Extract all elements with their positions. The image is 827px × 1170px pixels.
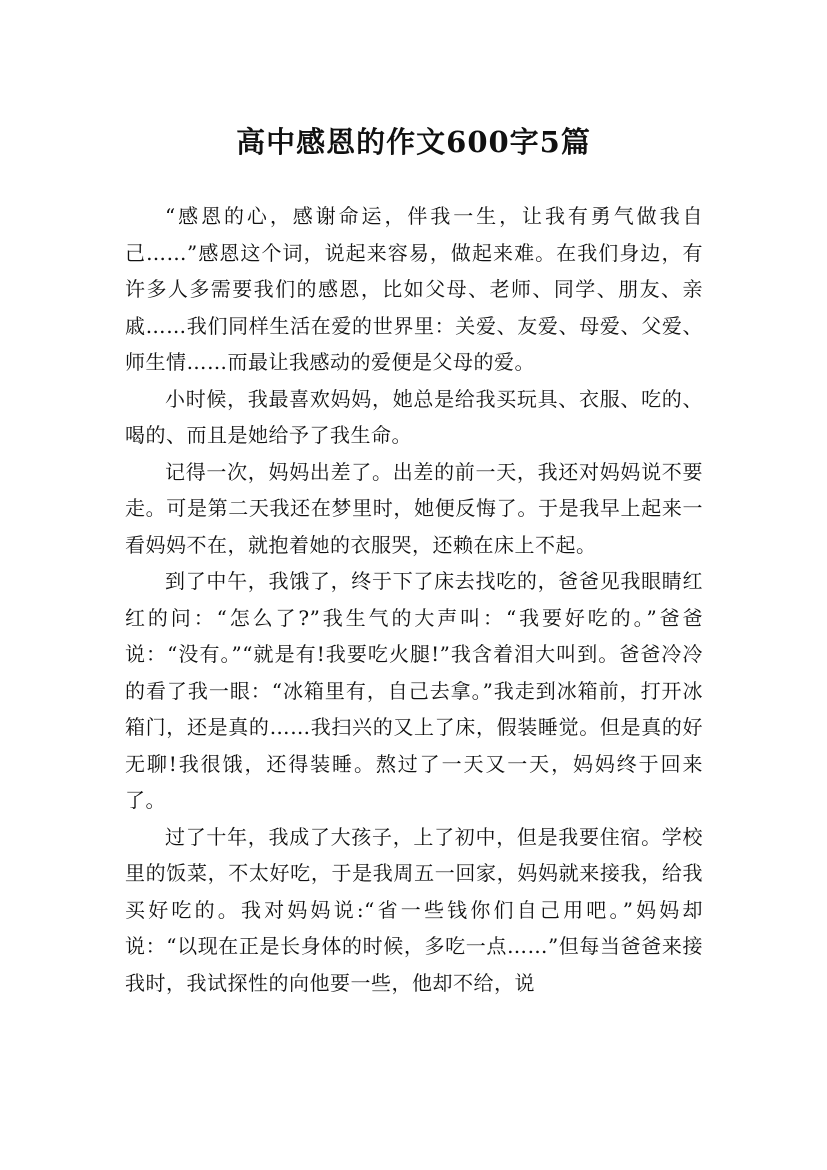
paragraph-2: 小时候，我最喜欢妈妈，她总是给我买玩具、衣服、吃的、喝的、而且是她给予了我生命。: [125, 386, 703, 447]
paragraph-1: “感恩的心，感谢命运，伴我一生，让我有勇气做我自己……”感恩这个词，说起来容易，做起来难。在我们身边，有许多人多需要我们的感恩，比如父母、老师、同学、朋友、亲戚……我们同样生活在爱的世界里：关爱、友爱、母爱、父爱、师生情……而最让我感动的爱便是父母的爱。: [125, 204, 703, 374]
document-body: [125, 198, 703, 1001]
paragraph-3: 记得一次，妈妈出差了。出差的前一天，我还对妈妈说不要走。可是第二天我还在梦里时，她便反悔了。于是我早上起来一看妈妈不在，就抱着她的衣服哭，还赖在床上不起。: [125, 459, 703, 557]
paragraph-4: 到了中午，我饿了，终于下了床去找吃的，爸爸见我眼睛红红的问：“怎么了?”我生气的大声叫：“我要好吃的。”爸爸说：“没有。”“就是有!我要吃火腿!”我含着泪大叫到。爸爸冷冷的看了我一眼：“冰箱里有，自己去拿。”我走到冰箱前，打开冰箱门，还是真的……我扫兴的又上了床，假装睡觉。但是真的好无聊!我很饿，还得装睡。熬过了一天又一天，妈妈终于回来了。: [125, 569, 703, 812]
document-title: 高中感恩的作文600字5篇: [236, 125, 591, 160]
paragraph-5: 过了十年，我成了大孩子，上了初中，但是我要住宿。学校里的饭菜，不太好吃，于是我周五一回家，妈妈就来接我，给我买好吃的。我对妈妈说:“省一些钱你们自己用吧。”妈妈却说：“以现在正是长身体的时候，多吃一点……”但每当爸爸来接我时，我试探性的向他要一些，他却不给，说: [125, 824, 703, 995]
